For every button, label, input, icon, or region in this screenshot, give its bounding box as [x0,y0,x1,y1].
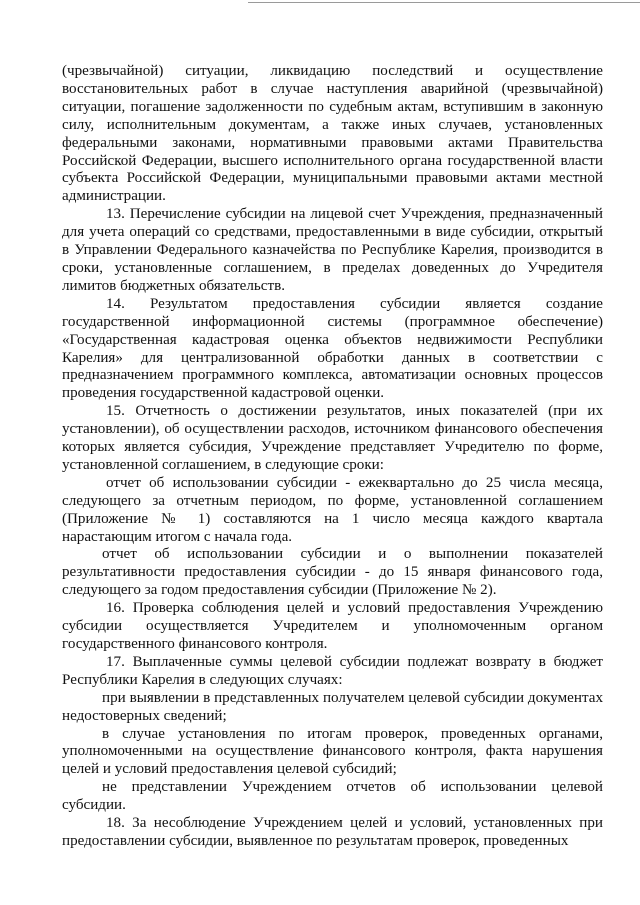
paragraph-16: 16. Проверка соблюдения целей и условий предоставления Учреждению субсидии осуществляется Учредителем и уполномоченным органом государственного финансового контроля. [62,600,603,652]
paragraph-continuation: (чрезвычайной) ситуации, ликвидацию последствий и осуществление восстановительных работ в случае наступления аварийной (чрезвычайной) ситуации, погашение задолженности по судебным актам, вступившим в законную силу, исполнительным документам, а также иных случаев, установленных федеральными законами, нормативными правовыми актами Правительства Российской Федерации, высшего исполнительного органа государственной власти субъекта Российской Федерации, муниципальными правовыми актами местной администрации. [62,63,603,205]
paragraph-13: 13. Перечисление субсидии на лицевой счет Учреждения, предназначенный для учета операций со средствами, предоставленными в виде субсидии, открытый в Управлении Федерального казначейства по Республике Карелия, производится в сроки, установленные соглашением, в пределах доведенных до Учредителя лимитов бюджетных обязательств. [62,206,603,294]
paragraph-15-quarterly-report: отчет об использовании субсидии - ежеквартально до 25 числа месяца, следующего за отчетным периодом, по форме, установленной соглашением (Приложение № 1) составляются на 1 число месяца каждого квартала нарастающим итогом с начала года. [62,474,603,545]
paragraph-14: 14. Результатом предоставления субсидии является создание государственной информационной системы (программное обеспечение) «Государственная кадастровая оценка объектов недвижимости Республики Карелия» для централизованной обработки данных в соответствии с предназначением программного комплекса, автоматизации основных процессов проведения государственной кадастровой оценки. [62,295,603,402]
paragraph-17: 17. Выплаченные суммы целевой субсидии подлежат возврату в бюджет Республики Карелия в следующих случаях: [62,653,603,688]
paragraph-18: 18. За несоблюдение Учреждением целей и условий, установленных при предоставлении субсидии, выявленное по результатам проверок, проведенных [62,815,603,849]
top-border-line [248,2,640,3]
paragraph-17-case-2: в случае установления по итогам проверок, проведенных органами, уполномоченными на осуществление финансового контроля, факта нарушения целей и условий предоставления целевой субсидий; [62,725,603,778]
paragraph-17-case-1: при выявлении в представленных получателем целевой субсидии документах недостоверных сведений; [62,689,603,724]
paragraph-17-case-3: не представлении Учреждением отчетов об использовании целевой субсидии. [62,779,603,814]
document-page [62,63,603,851]
paragraph-15-annual-report: отчет об использовании субсидии и о выполнении показателей результативности предоставления субсидии - до 15 января финансового года, следующего за годом предоставления субсидии (Приложение № 2). [62,546,603,599]
paragraph-15: 15. Отчетность о достижении результатов, иных показателей (при их установлении), об осуществлении расходов, источником финансового обеспечения которых является субсидия, Учреждение представляет Учредителю по форме, установленной соглашением, в следующие сроки: [62,403,603,473]
